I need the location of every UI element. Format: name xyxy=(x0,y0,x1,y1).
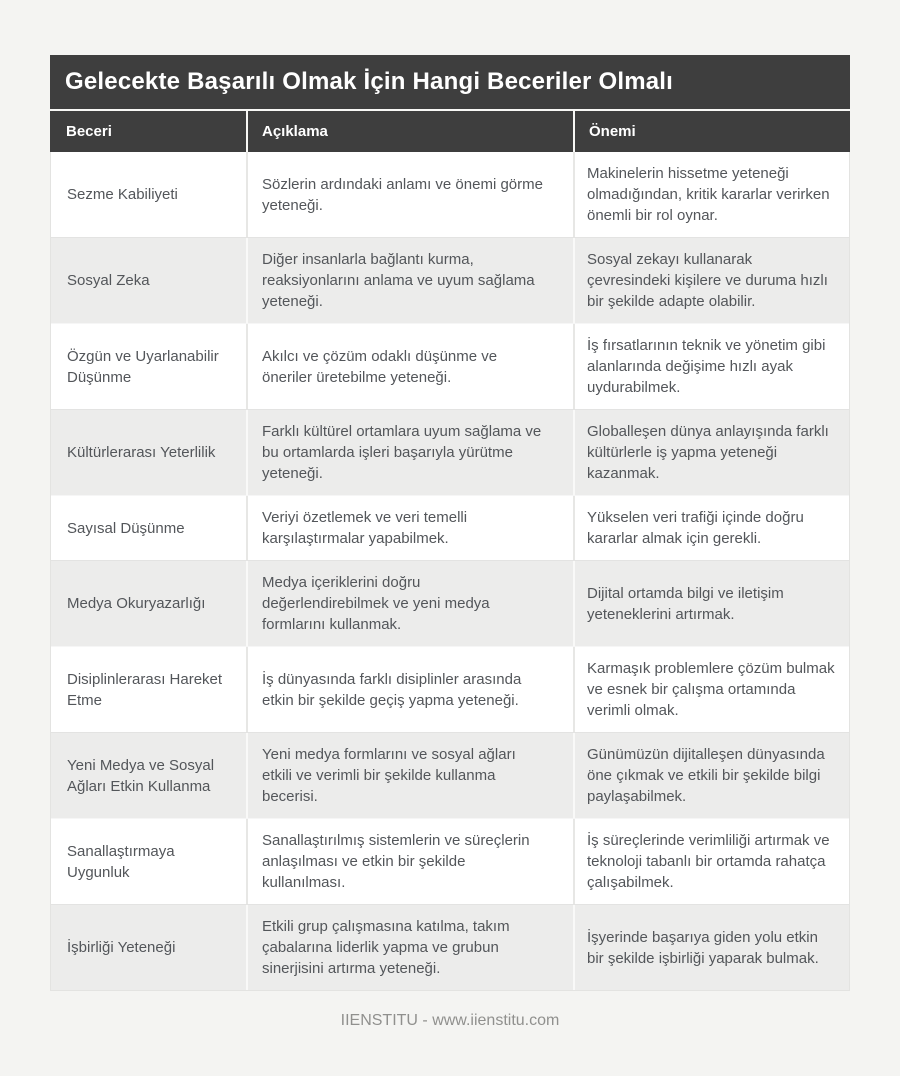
table-row xyxy=(51,323,849,409)
skill-name: Sanallaştırmaya Uygunluk xyxy=(67,842,175,881)
cell-beceri xyxy=(51,324,246,409)
cell-beceri xyxy=(51,733,246,818)
cell-beceri xyxy=(51,238,246,323)
cell-beceri xyxy=(51,410,246,495)
cell-onemi xyxy=(573,733,850,818)
skill-description: Farklı kültürel ortamlara uyum sağlama ve bu ortamlarda işleri başarıyla yürütme yeteneği. xyxy=(262,423,542,482)
cell-aciklama xyxy=(246,324,573,409)
cell-onemi xyxy=(573,819,850,904)
skill-description: Etkili grup çalışmasına katılma, takım çabalarına liderlik yapma ve grubun sinerjisini artırma yeteneği. xyxy=(262,918,510,977)
skill-name: Disiplinlerarası Hareket Etme xyxy=(67,670,223,709)
skill-importance: Günümüzün dijitalleşen dünyasında öne çıkmak ve etkili bir şekilde bilgi paylaşabilmek. xyxy=(587,746,825,805)
cell-onemi xyxy=(573,496,850,560)
cell-onemi xyxy=(573,238,850,323)
cell-beceri xyxy=(51,647,246,732)
cell-aciklama xyxy=(246,733,573,818)
skill-importance: İşyerinde başarıya giden yolu etkin bir şekilde işbirliği yaparak bulmak. xyxy=(587,928,819,967)
skill-name: Kültürlerarası Yeterlilik xyxy=(67,444,216,461)
skill-name: Özgün ve Uyarlanabilir Düşünme xyxy=(67,347,219,386)
table-header-row xyxy=(50,111,850,152)
skill-description: Medya içeriklerini doğru değerlendirebilmek ve yeni medya formlarını kullanmak. xyxy=(262,574,490,633)
table-row xyxy=(51,646,849,732)
cell-onemi xyxy=(573,561,850,646)
cell-aciklama xyxy=(246,647,573,732)
skills-table-container xyxy=(50,55,850,1031)
table-row xyxy=(51,904,849,990)
cell-beceri xyxy=(51,561,246,646)
table-row xyxy=(51,732,849,818)
column-header-onemi: Önemi xyxy=(573,111,850,152)
table-row xyxy=(51,152,849,237)
skill-importance: Karmaşık problemlere çözüm bulmak ve esnek bir çalışma ortamında verimli olmak. xyxy=(587,660,835,719)
table-row xyxy=(51,818,849,904)
skill-importance: Globalleşen dünya anlayışında farklı kültürlerle iş yapma yeteneği kazanmak. xyxy=(587,423,829,482)
cell-beceri xyxy=(51,819,246,904)
skill-description: Diğer insanlarla bağlantı kurma, reaksiyonlarını anlama ve uyum sağlama yeteneği. xyxy=(262,251,535,310)
skill-name: İşbirliği Yeteneği xyxy=(67,939,176,956)
skill-name: Sezme Kabiliyeti xyxy=(67,186,178,203)
skill-importance: İş süreçlerinde verimliliği artırmak ve teknoloji tabanlı bir ortamda rahatça çalışabilmek. xyxy=(587,832,830,891)
skill-name: Sosyal Zeka xyxy=(67,272,150,289)
cell-aciklama xyxy=(246,496,573,560)
cell-onemi xyxy=(573,647,850,732)
table-row xyxy=(51,237,849,323)
cell-aciklama xyxy=(246,410,573,495)
cell-beceri xyxy=(51,152,246,237)
skill-description: Yeni medya formlarını ve sosyal ağları etkili ve verimli bir şekilde kullanma becerisi. xyxy=(262,746,516,805)
cell-aciklama xyxy=(246,905,573,990)
table-row xyxy=(51,560,849,646)
footer-credit: IIENSTITU - www.iienstitu.com xyxy=(340,1012,560,1029)
skill-description: İş dünyasında farklı disiplinler arasında etkin bir şekilde geçiş yapma yeteneği. xyxy=(262,670,522,709)
skill-importance: Sosyal zekayı kullanarak çevresindeki kişilere ve duruma hızlı bir şekilde adapte olabilir. xyxy=(587,251,828,310)
cell-beceri xyxy=(51,905,246,990)
table-body xyxy=(50,152,850,991)
skill-description: Veriyi özetlemek ve veri temelli karşılaştırmalar yapabilmek. xyxy=(262,509,468,547)
column-header-aciklama: Açıklama xyxy=(246,111,573,152)
table-row xyxy=(51,495,849,560)
skill-description: Sanallaştırılmış sistemlerin ve süreçlerin anlaşılması ve etkin bir şekilde kullanılması. xyxy=(262,832,530,891)
cell-aciklama xyxy=(246,561,573,646)
cell-onemi xyxy=(573,905,850,990)
skill-name: Yeni Medya ve Sosyal Ağları Etkin Kullanma xyxy=(67,756,215,795)
cell-aciklama xyxy=(246,152,573,237)
cell-beceri xyxy=(51,496,246,560)
skill-importance: Dijital ortamda bilgi ve iletişim yeteneklerini artırmak. xyxy=(587,584,784,623)
column-header-beceri: Beceri xyxy=(66,123,112,140)
skill-importance: Yükselen veri trafiği içinde doğru kararlar almak için gerekli. xyxy=(587,509,804,547)
cell-onemi xyxy=(573,410,850,495)
skill-importance: Makinelerin hissetme yeteneği olmadığından, kritik kararlar verirken önemli bir rol oynar. xyxy=(587,165,830,224)
skill-name: Medya Okuryazarlığı xyxy=(67,595,206,612)
skill-description: Akılcı ve çözüm odaklı düşünme ve öneriler üretebilme yeteneği. xyxy=(262,347,498,386)
skill-description: Sözlerin ardındaki anlamı ve önemi görme yeteneği. xyxy=(262,175,543,214)
cell-onemi xyxy=(573,324,850,409)
cell-aciklama xyxy=(246,819,573,904)
skill-importance: İş fırsatlarının teknik ve yönetim gibi alanlarında değişime hızlı ayak uydurabilmek. xyxy=(587,337,826,396)
cell-aciklama xyxy=(246,238,573,323)
table-row xyxy=(51,409,849,495)
page-title: Gelecekte Başarılı Olmak İçin Hangi Beceriler Olmalı xyxy=(50,55,850,111)
skill-name: Sayısal Düşünme xyxy=(67,519,185,537)
cell-onemi xyxy=(573,152,850,237)
